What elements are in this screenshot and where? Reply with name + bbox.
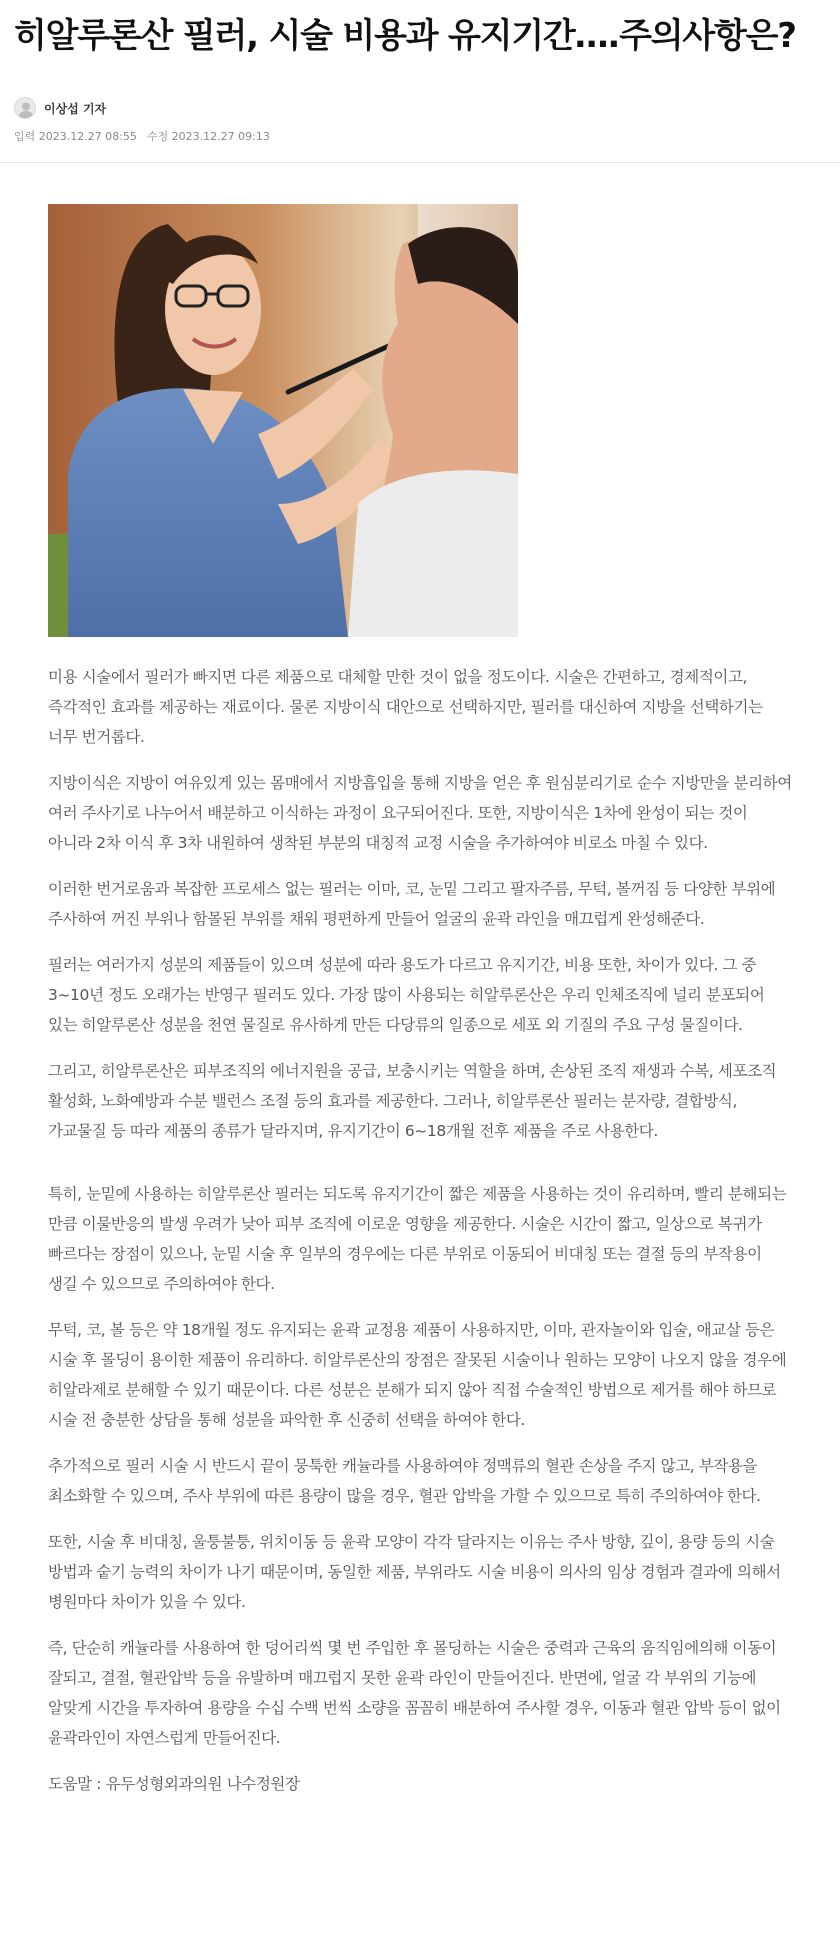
header-divider	[0, 162, 840, 163]
byline	[14, 96, 106, 120]
paragraph-6: 특히, 눈밑에 사용하는 히알루론산 필러는 되도록 유지기간이 짧은 제품을 사용하는 것이 유리하며, 빨리 분해되는 만큼 이물반응의 발생 우려가 낮아 피부 조직에 이로운 영향을 제공한다. 시술은 시간이 짧고, 일상으로 복귀가 빠르다는 장점이 있으나, 눈밑 시술 후 일부의 경우에는 다른 부위로 이동되어 비대칭 또는 결절 등의 부작용이 생길 수 있으므로 주의하여야 한다.	[48, 1185, 787, 1293]
modified-date: 수정 2023.12.27 09:13	[146, 130, 270, 143]
article-body	[48, 662, 793, 1799]
paragraph-7: 무턱, 코, 볼 등은 약 18개월 정도 유지되는 윤곽 교정용 제품이 사용하지만, 이마, 관자놀이와 입술, 애교살 등은 시술 후 몰딩이 용이한 제품이 유리하다. 히알루론산의 장점은 잘못된 시술이나 원하는 모양이 나오지 않을 경우에 히알라제로 분해할 수 있기 때문이다. 다른 성분은 분해가 되지 않아 직접 수술적인 방법으로 제거를 해야 하므로 시술 전 충분한 상담을 통해 성분을 파악한 후 신중히 선택을 하여야 한다.	[48, 1321, 787, 1429]
paragraph-3: 이러한 번거로움과 복잡한 프로세스 없는 필러는 이마, 코, 눈밑 그리고 팔자주름, 무턱, 볼꺼짐 등 다양한 부위에 주사하여 꺼진 부위나 함몰된 부위를 채워 평편하게 만들어 얼굴의 윤곽 라인을 매끄럽게 완성해준다.	[48, 880, 776, 928]
paragraph-5: 그리고, 히알루론산은 피부조직의 에너지원을 공급, 보충시키는 역할을 하며, 손상된 조직 재생과 수복, 세포조직 활성화, 노화예방과 수분 밸런스 조절 등의 효과를 제공한다. 그러나, 히알루론산 필러는 분자량, 결합방식, 가교물질 등 따라 제품의 종류가 달라지며, 유지기간이 6~18개월 전후 제품을 주로 사용한다.	[48, 1062, 777, 1140]
paragraph-10: 즉, 단순히 캐뉼라를 사용하여 한 덩어리씩 몇 번 주입한 후 몰딩하는 시술은 중력과 근육의 움직임에의해 이동이 잘되고, 결절, 혈관압박 등을 유발하며 매끄럽지 못한 윤곽 라인이 만들어진다. 반면에, 얼굴 각 부위의 기능에 알맞게 시간을 투자하여 용량을 수십 수백 번씩 소량을 꼼꼼히 배분하여 주사할 경우, 이동과 혈관 압박 등이 없이 윤곽라인이 자연스럽게 만들어진다.	[48, 1639, 781, 1747]
published-date: 입력 2023.12.27 08:55	[14, 130, 137, 143]
paragraph-4: 필러는 여러가지 성분의 제품들이 있으며 성분에 따라 용도가 다르고 유지기간, 비용 또한, 차이가 있다. 그 중 3~10년 정도 오래가는 반영구 필러도 있다. 가장 많이 사용되는 히알루론산은 우리 인체조직에 널리 분포되어 있는 히알루론산 성분을 천연 물질로 유사하게 만든 다당류의 일종으로 세포 외 기질의 주요 구성 물질이다.	[48, 956, 765, 1034]
paragraph-9: 또한, 시술 후 비대칭, 울퉁불퉁, 위치이동 등 윤곽 모양이 각각 달라지는 이유는 주사 방향, 깊이, 용량 등의 시술 방법과 숱기 능력의 차이가 나기 때문이며, 동일한 제품, 부위라도 시술 비용이 의사의 임상 경험과 결과에 의해서 병원마다 차이가 있을 수 있다.	[48, 1533, 781, 1611]
author-name[interactable]: 이상섭 기자	[44, 101, 107, 116]
article-photo	[48, 204, 518, 637]
paragraph-8: 추가적으로 필러 시술 시 반드시 끝이 뭉툭한 캐뉼라를 사용하여야 정맥류의 혈관 손상을 주지 않고, 부작용을 최소화할 수 있으며, 주사 부위에 따른 용량이 많을 경우, 혈관 압박을 가할 수 있으므로 특히 주의하여야 한다.	[48, 1457, 761, 1505]
article-headline: 히알루론산 필러, 시술 비용과 유지기간….주의사항은?	[14, 16, 796, 56]
paragraph-1: 미용 시술에서 필러가 빠지면 다른 제품으로 대체할 만한 것이 없을 정도이다. 시술은 간편하고, 경제적이고, 즉각적인 효과를 제공하는 재료이다. 물론 지방이식 대안으로 선택하지만, 필러를 대신하여 지방을 선택하기는 너무 번거롭다.	[48, 668, 763, 746]
user-avatar-icon	[14, 97, 36, 119]
source-credit: 도움말 : 유두성형외과의원 나수정원장	[48, 1775, 300, 1793]
paragraph-2: 지방이식은 지방이 여유있게 있는 몸매에서 지방흡입을 통해 지방을 얻은 후 원심분리기로 순수 지방만을 분리하여 여러 주사기로 나누어서 배분하고 이식하는 과정이 요구되어진다. 또한, 지방이식은 1차에 완성이 되는 것이 아니라 2차 이식 후 3차 내원하여 생착된 부분의 대칭적 교정 시술을 추가하여야 비로소 마칠 수 있다.	[48, 774, 792, 852]
article-dates	[14, 128, 270, 144]
